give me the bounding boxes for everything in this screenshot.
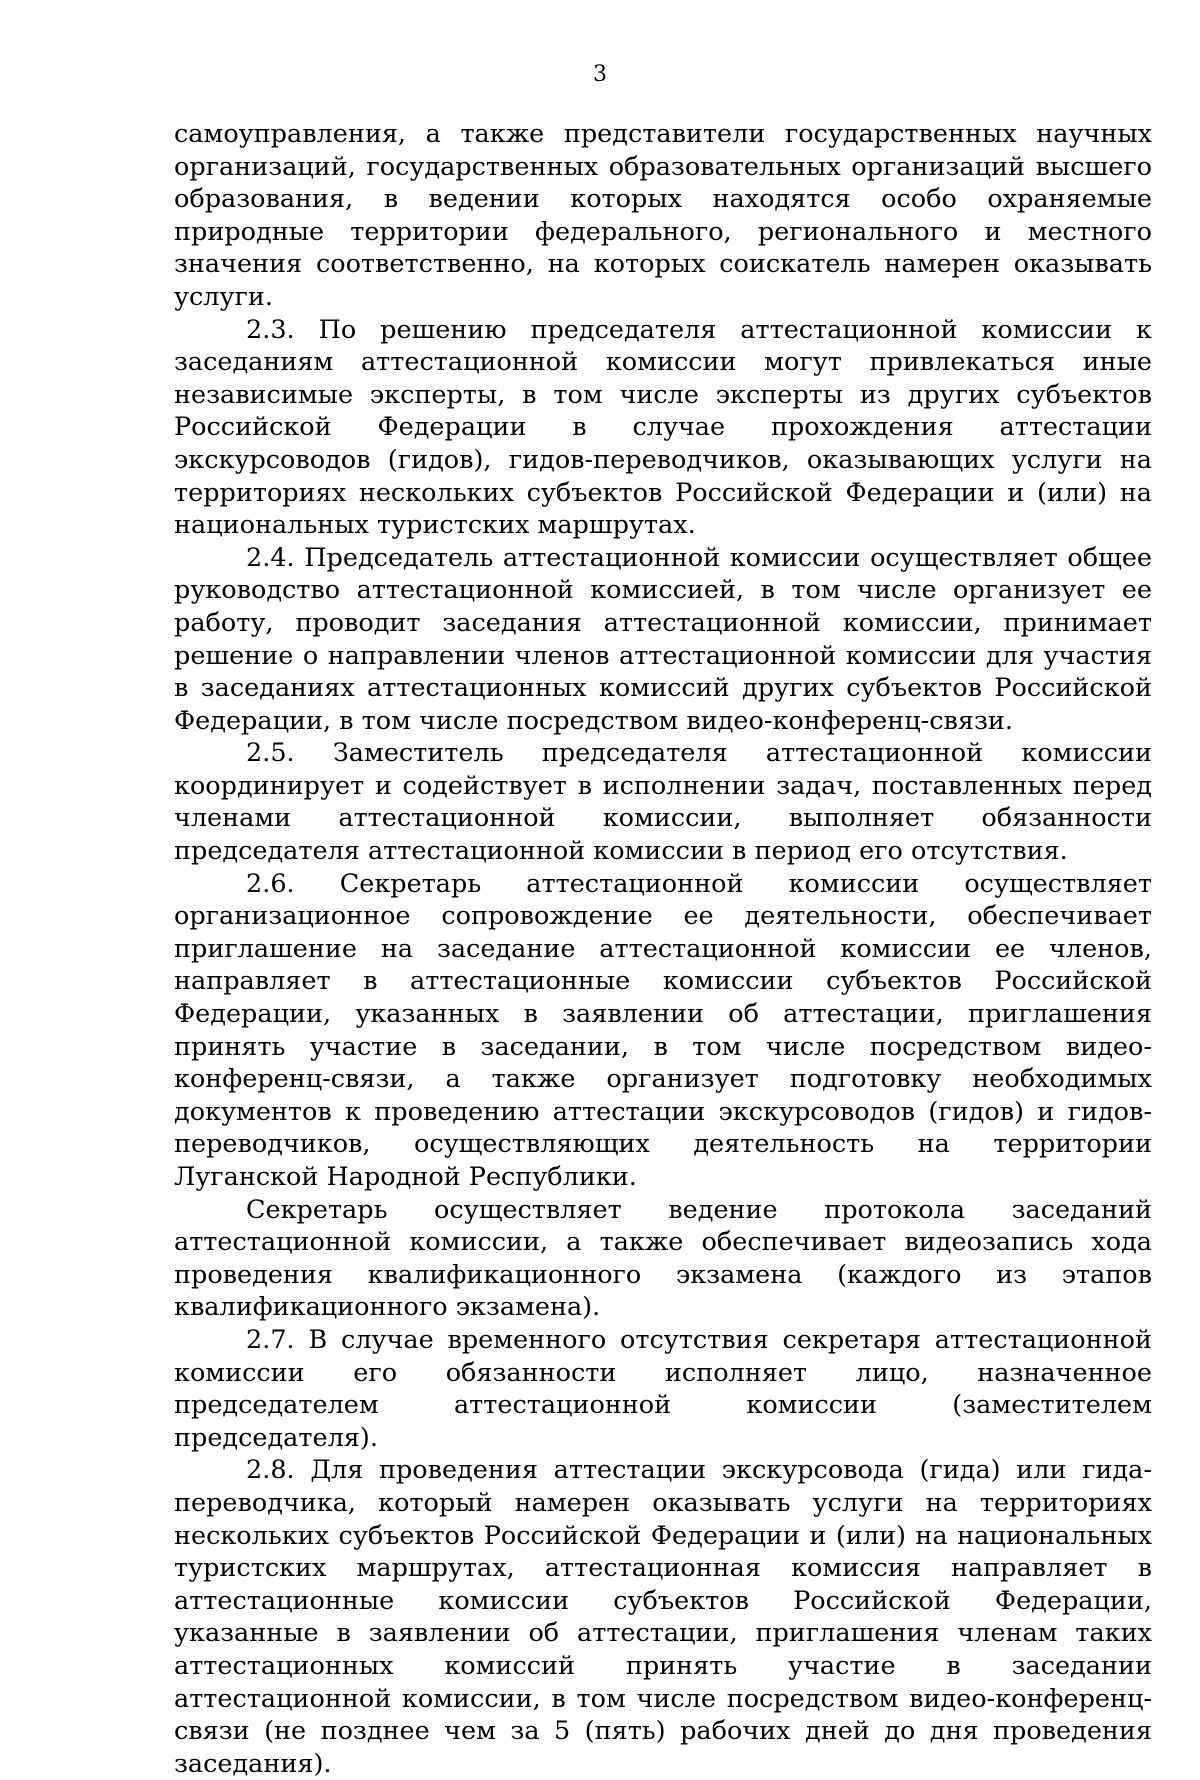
paragraph-2-3: 2.3. По решению председателя аттестационной комиссии к заседаниям аттестационной комиссии могут привлекаться иные независимые эксперты, в том числе эксперты из других субъектов Российской Федерации в случае прохождения аттестации экскурсоводов (гидов), гидов-переводчиков, оказывающих услуги на территориях нескольких субъектов Российской Федерации и (или) на национальных туристских маршрутах. — [174, 314, 1152, 541]
paragraph-2-6: 2.6. Секретарь аттестационной комиссии осуществляет организационное сопровождение ее деятельности, обеспечивает приглашение на заседание аттестационной комиссии ее членов, направляет в аттестационные комиссии субъектов Российской Федерации, указанных в заявлении об аттестации, приглашения принять участие в заседании, в том числе посредством видео-конференц-связи, а также организует подготовку необходимых документов к проведению аттестации экскурсоводов (гидов) и гидов-переводчиков, осуществляющих деятельность на территории Луганской Народной Республики. — [174, 868, 1152, 1192]
paragraph-2-7: 2.7. В случае временного отсутствия секретаря аттестационной комиссии его обязанности исполняет лицо, назначенное председателем аттестационной комиссии (заместителем председателя). — [174, 1324, 1152, 1453]
paragraph-continuation: самоуправления, а также представители государственных научных организаций, государственных образовательных организаций высшего образования, в ведении которых находятся особо охраняемые природные территории федерального, регионального и местного значения соответственно, на которых соискатель намерен оказывать услуги. — [174, 119, 1152, 312]
paragraph-2-5: 2.5. Заместитель председателя аттестационной комиссии координирует и содействует в исполнении задач, поставленных перед членами аттестационной комиссии, выполняет обязанности председателя аттестационной комиссии в период его отсутствия. — [174, 738, 1152, 867]
page-number: 3 — [593, 62, 607, 87]
paragraph-2-4: 2.4. Председатель аттестационной комиссии осуществляет общее руководство аттестационной комиссией, в том числе организует ее работу, проводит заседания аттестационной комиссии, принимает решение о направлении членов аттестационной комиссии для участия в заседаниях аттестационных комиссий других субъектов Российской Федерации, в том числе посредством видео-конференц-связи. — [174, 542, 1152, 736]
document-body — [174, 118, 1152, 1780]
paragraph-2-8: 2.8. Для проведения аттестации экскурсовода (гида) или гида-переводчика, который намерен оказывать услуги на территориях нескольких субъектов Российской Федерации и (или) на национальных туристских маршрутах, аттестационная комиссия направляет в аттестационные комиссии субъектов Российской Федерации, указанные в заявлении об аттестации, приглашения членам таких аттестационных комиссий принять участие в заседании аттестационной комиссии, в том числе посредством видео-конференц-связи (не позднее чем за 5 (пять) рабочих дней до дня проведения заседания). — [174, 1455, 1152, 1779]
paragraph-secretary-protocol: Секретарь осуществляет ведение протокола заседаний аттестационной комиссии, а также обеспечивает видеозапись хода проведения квалификационного экзамена (каждого из этапов квалификационного экзамена). — [174, 1194, 1152, 1323]
